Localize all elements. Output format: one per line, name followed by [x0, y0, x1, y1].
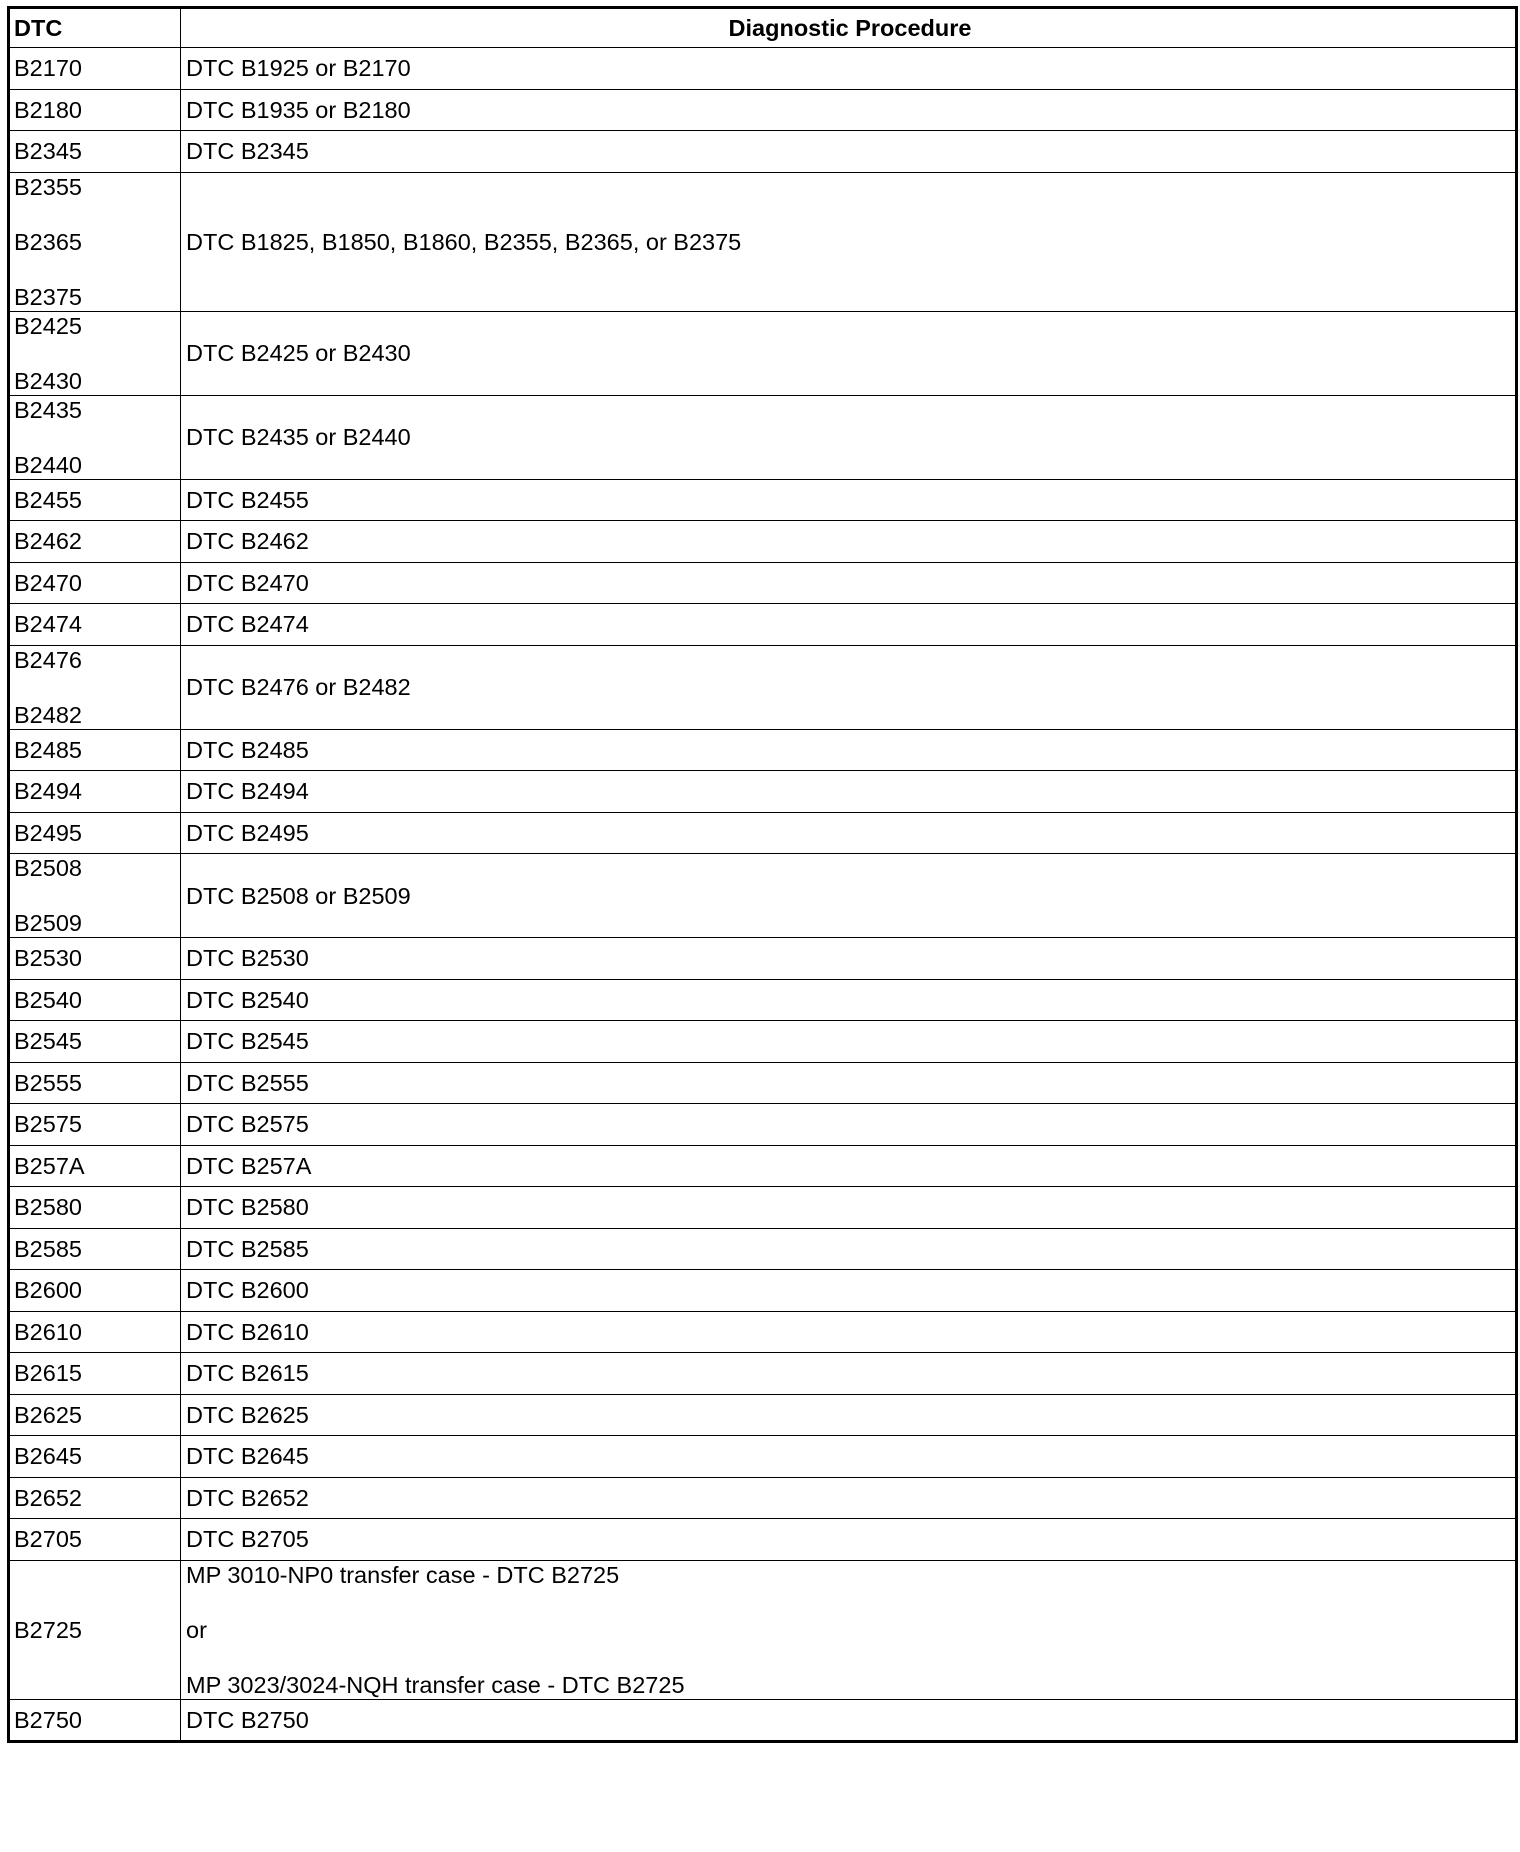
- table-body: [9, 48, 1517, 1742]
- dtc-code-cell: [9, 812, 181, 854]
- table-row: [9, 131, 1517, 173]
- dtc-code: B2365: [14, 228, 82, 255]
- dtc-code: B2645: [14, 1443, 82, 1470]
- dtc-code: B2476: [14, 646, 82, 673]
- dtc-code: B2545: [14, 1028, 82, 1055]
- dtc-table-container: [7, 6, 1515, 1743]
- diagnostic-procedure-text: DTC B1825, B1850, B1860, B2355, B2365, or B2375: [186, 228, 742, 255]
- dtc-table: [7, 6, 1518, 1743]
- dtc-code: B2508: [14, 855, 82, 881]
- dtc-code: B2470: [14, 569, 82, 596]
- diagnostic-procedure-cell: [181, 562, 1517, 604]
- table-row: [9, 1311, 1517, 1353]
- dtc-code-cell: [9, 645, 181, 729]
- dtc-code: B2180: [14, 96, 82, 123]
- dtc-code: B2462: [14, 528, 82, 555]
- diagnostic-procedure-cell: [181, 131, 1517, 173]
- dtc-code: B2355: [14, 173, 82, 200]
- dtc-code-cell: [9, 1519, 181, 1561]
- diagnostic-procedure-cell: [181, 89, 1517, 131]
- dtc-code: B2485: [14, 736, 82, 763]
- diagnostic-procedure-cell: [181, 311, 1517, 395]
- dtc-code-cell: [9, 131, 181, 173]
- dtc-code: B2440: [14, 451, 82, 478]
- table-row: [9, 562, 1517, 604]
- dtc-code-cell: [9, 1394, 181, 1436]
- dtc-code: B2750: [14, 1706, 82, 1733]
- diagnostic-procedure-cell: [181, 1021, 1517, 1063]
- diagnostic-procedure-text: DTC B2540: [186, 986, 309, 1013]
- diagnostic-procedure-cell: [181, 1062, 1517, 1104]
- diagnostic-procedure-cell: [181, 604, 1517, 646]
- dtc-code: B2495: [14, 819, 82, 846]
- dtc-code-cell: [9, 1477, 181, 1519]
- diagnostic-procedure-cell: [181, 1104, 1517, 1146]
- diagnostic-procedure-cell: [181, 1477, 1517, 1519]
- table-row: [9, 1477, 1517, 1519]
- diagnostic-procedure-cell: [181, 1560, 1517, 1699]
- table-row: [9, 1062, 1517, 1104]
- table-row: [9, 1394, 1517, 1436]
- diagnostic-procedure-cell: [181, 48, 1517, 90]
- dtc-code-cell: [9, 854, 181, 938]
- diagnostic-procedure-cell: [181, 1699, 1517, 1742]
- table-row: [9, 1699, 1517, 1742]
- dtc-code-cell: [9, 311, 181, 395]
- diagnostic-procedure-text: DTC B2750: [186, 1706, 309, 1733]
- dtc-code-cell: [9, 562, 181, 604]
- dtc-code: B2435: [14, 396, 82, 423]
- table-row: [9, 1353, 1517, 1395]
- diagnostic-procedure-text: DTC B2575: [186, 1111, 309, 1138]
- dtc-code: B2494: [14, 778, 82, 805]
- diagnostic-procedure-text: DTC B2474: [186, 611, 309, 638]
- table-row: [9, 1270, 1517, 1312]
- table-row: [9, 1560, 1517, 1699]
- dtc-code-cell: [9, 604, 181, 646]
- table-row: [9, 479, 1517, 521]
- dtc-code: B2615: [14, 1360, 82, 1387]
- dtc-code: B2625: [14, 1401, 82, 1428]
- diagnostic-procedure-cell: [181, 854, 1517, 938]
- dtc-code: B2474: [14, 611, 82, 638]
- dtc-code-cell: [9, 395, 181, 479]
- table-header-row: [9, 8, 1517, 48]
- diagnostic-procedure-text: DTC B2555: [186, 1069, 309, 1096]
- dtc-code-cell: [9, 938, 181, 980]
- diagnostic-procedure-text: DTC B257A: [186, 1152, 312, 1179]
- dtc-code-cell: [9, 1228, 181, 1270]
- table-row: [9, 854, 1517, 938]
- diagnostic-procedure-text: DTC B1935 or B2180: [186, 96, 411, 123]
- diagnostic-procedure-text: DTC B2425 or B2430: [186, 340, 411, 366]
- dtc-column-header: DTC: [9, 8, 181, 48]
- dtc-code-cell: [9, 729, 181, 771]
- diagnostic-procedure-cell: [181, 645, 1517, 729]
- diagnostic-procedure-text: DTC B2435 or B2440: [186, 424, 411, 450]
- dtc-code-cell: [9, 1021, 181, 1063]
- diagnostic-procedure-cell: [181, 1394, 1517, 1436]
- diagnostic-procedure-cell: [181, 771, 1517, 813]
- dtc-code-cell: [9, 1187, 181, 1229]
- dtc-code: B2540: [14, 986, 82, 1013]
- dtc-code-cell: [9, 521, 181, 563]
- dtc-code: B2509: [14, 910, 82, 936]
- dtc-code: B2555: [14, 1069, 82, 1096]
- table-row: [9, 1104, 1517, 1146]
- procedure-column-header: Diagnostic Procedure: [181, 8, 1517, 48]
- dtc-code: B2610: [14, 1318, 82, 1345]
- dtc-code-cell: [9, 48, 181, 90]
- diagnostic-procedure-cell: [181, 938, 1517, 980]
- diagnostic-procedure-text: DTC B2462: [186, 528, 309, 555]
- table-row: [9, 812, 1517, 854]
- table-row: [9, 771, 1517, 813]
- diagnostic-procedure-text: DTC B2615: [186, 1360, 309, 1387]
- diagnostic-procedure-text: DTC B2652: [186, 1484, 309, 1511]
- dtc-code-cell: [9, 1311, 181, 1353]
- diagnostic-procedure-cell: [181, 1145, 1517, 1187]
- diagnostic-procedure-cell: [181, 1228, 1517, 1270]
- table-row: [9, 645, 1517, 729]
- diagnostic-procedure-text: DTC B2610: [186, 1318, 309, 1345]
- table-row: [9, 1228, 1517, 1270]
- diagnostic-procedure-text: DTC B2585: [186, 1235, 309, 1262]
- table-row: [9, 172, 1517, 311]
- diagnostic-procedure-text: DTC B2470: [186, 569, 309, 596]
- diagnostic-procedure-text: DTC B2455: [186, 486, 309, 513]
- dtc-code: B2170: [14, 55, 82, 82]
- diagnostic-procedure-text: DTC B2508 or B2509: [186, 882, 411, 909]
- diagnostic-procedure-cell: [181, 479, 1517, 521]
- table-row: [9, 979, 1517, 1021]
- table-row: [9, 1145, 1517, 1187]
- table-row: [9, 938, 1517, 980]
- diagnostic-procedure-cell: [181, 172, 1517, 311]
- diagnostic-procedure-text: MP 3023/3024-NQH transfer case - DTC B2725: [186, 1671, 685, 1698]
- dtc-code-cell: [9, 1270, 181, 1312]
- dtc-code: B2425: [14, 312, 82, 339]
- table-row: [9, 395, 1517, 479]
- diagnostic-procedure-text: DTC B2530: [186, 945, 309, 972]
- table-row: [9, 1021, 1517, 1063]
- table-row: [9, 89, 1517, 131]
- diagnostic-procedure-text: DTC B2600: [186, 1277, 309, 1304]
- diagnostic-procedure-cell: [181, 1353, 1517, 1395]
- diagnostic-procedure-text: or: [186, 1616, 207, 1643]
- diagnostic-procedure-text: DTC B2645: [186, 1443, 309, 1470]
- table-row: [9, 48, 1517, 90]
- table-row: [9, 729, 1517, 771]
- diagnostic-procedure-cell: [181, 1187, 1517, 1229]
- dtc-code: B2580: [14, 1194, 82, 1221]
- diagnostic-procedure-text: DTC B1925 or B2170: [186, 55, 411, 82]
- diagnostic-procedure-cell: [181, 395, 1517, 479]
- dtc-code: B2652: [14, 1484, 82, 1511]
- dtc-code: B2705: [14, 1526, 82, 1553]
- table-row: [9, 311, 1517, 395]
- diagnostic-procedure-cell: [181, 1436, 1517, 1478]
- table-row: [9, 1519, 1517, 1561]
- diagnostic-procedure-text: DTC B2580: [186, 1194, 309, 1221]
- table-row: [9, 1187, 1517, 1229]
- dtc-code-cell: [9, 89, 181, 131]
- dtc-code: B2725: [14, 1616, 82, 1643]
- dtc-code-cell: [9, 1145, 181, 1187]
- dtc-code-cell: [9, 1436, 181, 1478]
- dtc-code-cell: [9, 479, 181, 521]
- dtc-code: B257A: [14, 1152, 85, 1179]
- dtc-code: B2345: [14, 138, 82, 165]
- dtc-code-cell: [9, 1104, 181, 1146]
- diagnostic-procedure-cell: [181, 812, 1517, 854]
- diagnostic-procedure-text: DTC B2495: [186, 819, 309, 846]
- diagnostic-procedure-cell: [181, 979, 1517, 1021]
- dtc-code-cell: [9, 979, 181, 1021]
- dtc-code-cell: [9, 1062, 181, 1104]
- diagnostic-procedure-text: DTC B2494: [186, 778, 309, 805]
- dtc-code-cell: [9, 172, 181, 311]
- diagnostic-procedure-text: MP 3010-NP0 transfer case - DTC B2725: [186, 1561, 620, 1588]
- dtc-code: B2482: [14, 701, 82, 728]
- diagnostic-procedure-cell: [181, 729, 1517, 771]
- dtc-code-cell: [9, 1560, 181, 1699]
- dtc-code-cell: [9, 771, 181, 813]
- dtc-code: B2575: [14, 1111, 82, 1138]
- dtc-code-cell: [9, 1699, 181, 1742]
- dtc-code: B2585: [14, 1235, 82, 1262]
- dtc-code: B2430: [14, 367, 82, 394]
- diagnostic-procedure-cell: [181, 521, 1517, 563]
- dtc-code: B2375: [14, 283, 82, 310]
- diagnostic-procedure-text: DTC B2345: [186, 138, 309, 165]
- dtc-code: B2455: [14, 486, 82, 513]
- diagnostic-procedure-text: DTC B2476 or B2482: [186, 674, 411, 700]
- table-row: [9, 521, 1517, 563]
- diagnostic-procedure-cell: [181, 1270, 1517, 1312]
- table-row: [9, 1436, 1517, 1478]
- diagnostic-procedure-text: DTC B2485: [186, 736, 309, 763]
- diagnostic-procedure-cell: [181, 1519, 1517, 1561]
- dtc-code-cell: [9, 1353, 181, 1395]
- diagnostic-procedure-text: DTC B2545: [186, 1028, 309, 1055]
- diagnostic-procedure-text: DTC B2625: [186, 1401, 309, 1428]
- dtc-code: B2600: [14, 1277, 82, 1304]
- diagnostic-procedure-text: DTC B2705: [186, 1526, 309, 1553]
- dtc-code: B2530: [14, 945, 82, 972]
- diagnostic-procedure-cell: [181, 1311, 1517, 1353]
- table-row: [9, 604, 1517, 646]
